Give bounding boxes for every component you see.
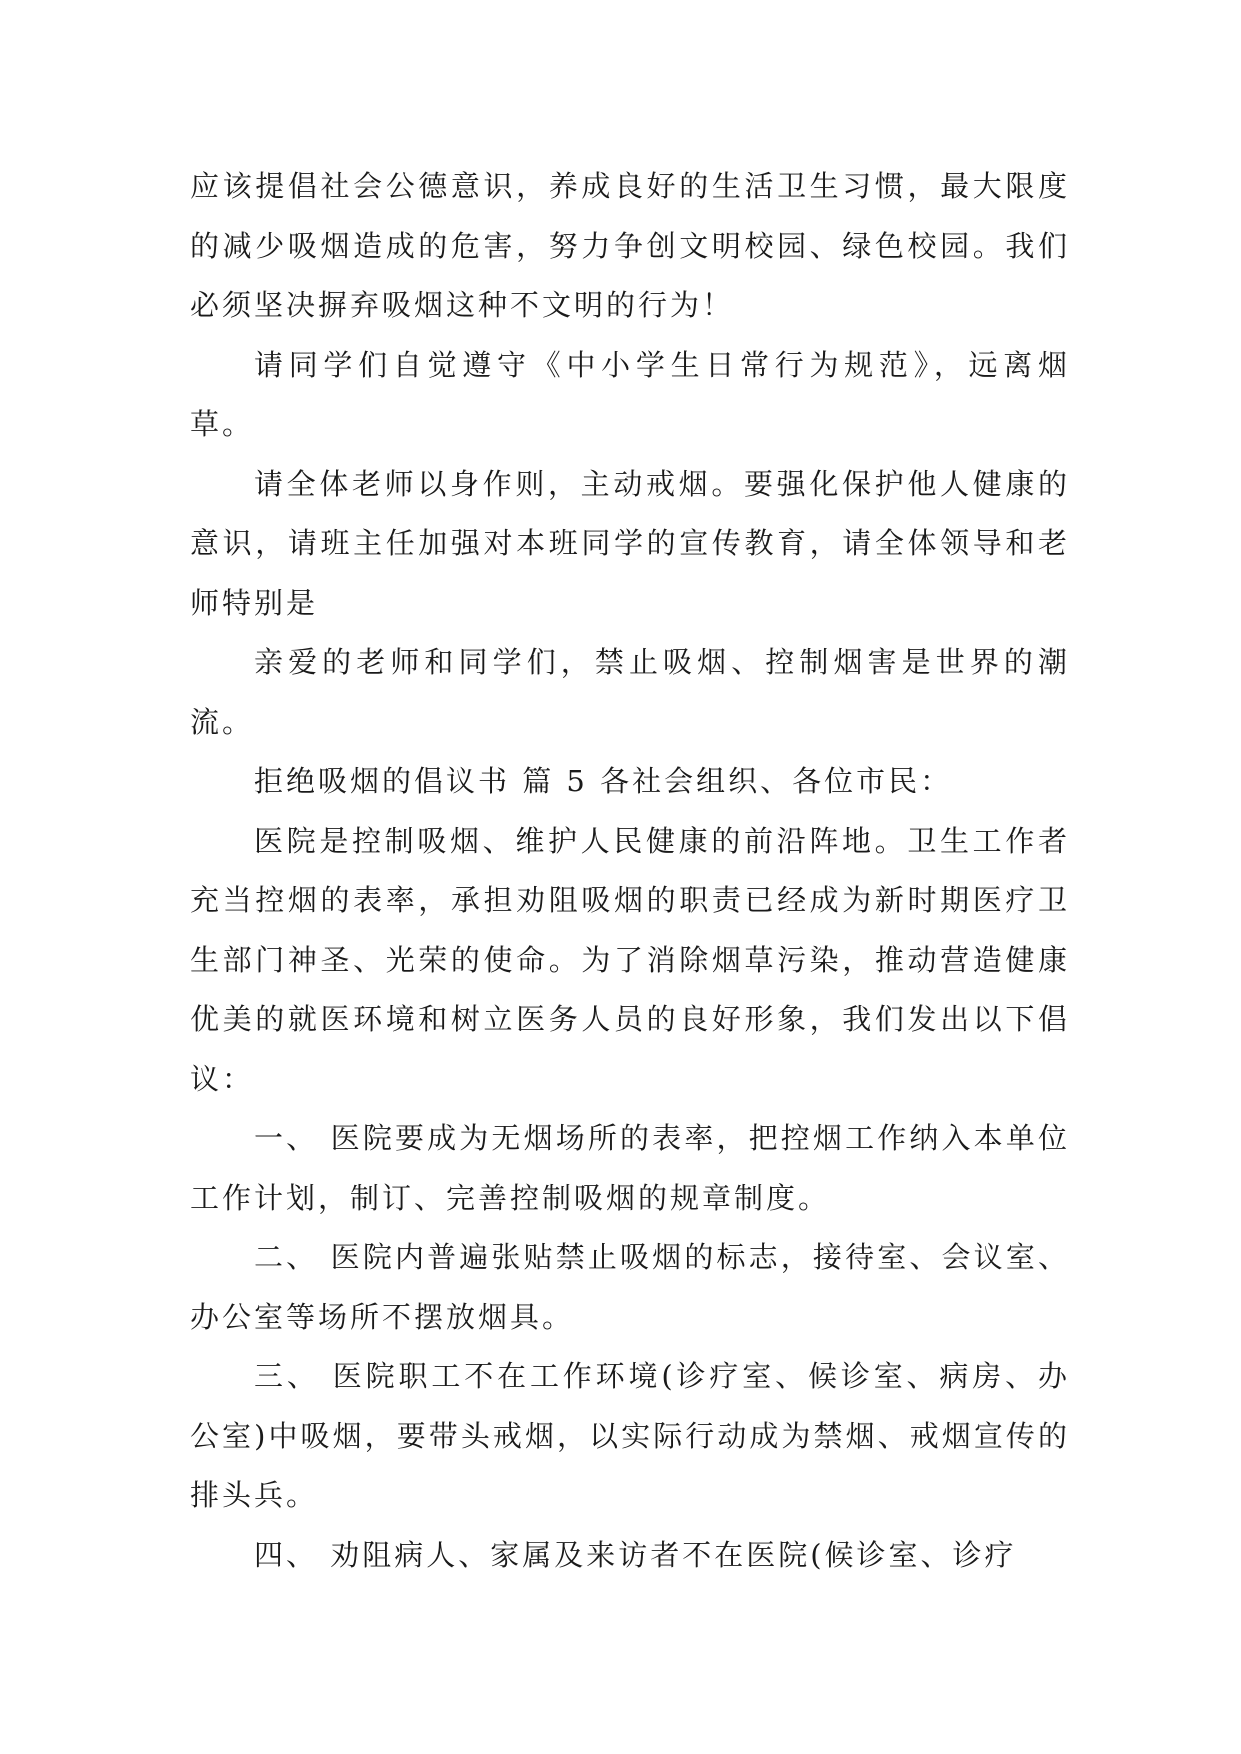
paragraph-teachers-example: 请全体老师以身作则，主动戒烟。要强化保护他人健康的意识，请班主任加强对本班同学的宣传教育，请全体领导和老师特别是 [190, 466, 1070, 620]
list-item-3: 三、 医院职工不在工作环境(诊疗室、候诊室、病房、办公室)中吸烟，要带头戒烟，以实际行动成为禁烟、戒烟宣传的排头兵。 [190, 1359, 1070, 1512]
list-item-4: 四、 劝阻病人、家属及来访者不在医院(候诊室、诊疗 [254, 1537, 1017, 1572]
paragraph-students-code: 请同学们自觉遵守《中小学生日常行为规范》，远离烟草。 [190, 347, 1070, 441]
paragraph-public-morality: 应该提倡社会公德意识，养成良好的生活卫生习惯，最大限度的减少吸烟造成的危害，努力争创文明校园、绿色校园。我们必须坚决摒弃吸烟这种不文明的行为！ [190, 169, 1070, 322]
paragraph-section-heading: 拒绝吸烟的倡议书 篇 5 各社会组织、各位市民： [254, 764, 953, 798]
paragraph-hospital-frontline: 医院是控制吸烟、维护人民健康的前沿阵地。卫生工作者充当控烟的表率，承担劝阻吸烟的职责已经成为新时期医疗卫生部门神圣、光荣的使命。为了消除烟草污染，推动营造健康优美的就医环境和树立医务人员的良好形象，我们发出以下倡议： [190, 823, 1070, 1096]
paragraph-world-trend: 亲爱的老师和同学们，禁止吸烟、控制烟害是世界的潮流。 [190, 645, 1070, 739]
list-item-1: 一、 医院要成为无烟场所的表率，把控烟工作纳入本单位工作计划，制订、完善控制吸烟的规章制度。 [190, 1121, 1070, 1215]
document-body [190, 157, 1070, 1585]
list-item-2: 二、 医院内普遍张贴禁止吸烟的标志，接待室、会议室、办公室等场所不摆放烟具。 [190, 1240, 1070, 1334]
